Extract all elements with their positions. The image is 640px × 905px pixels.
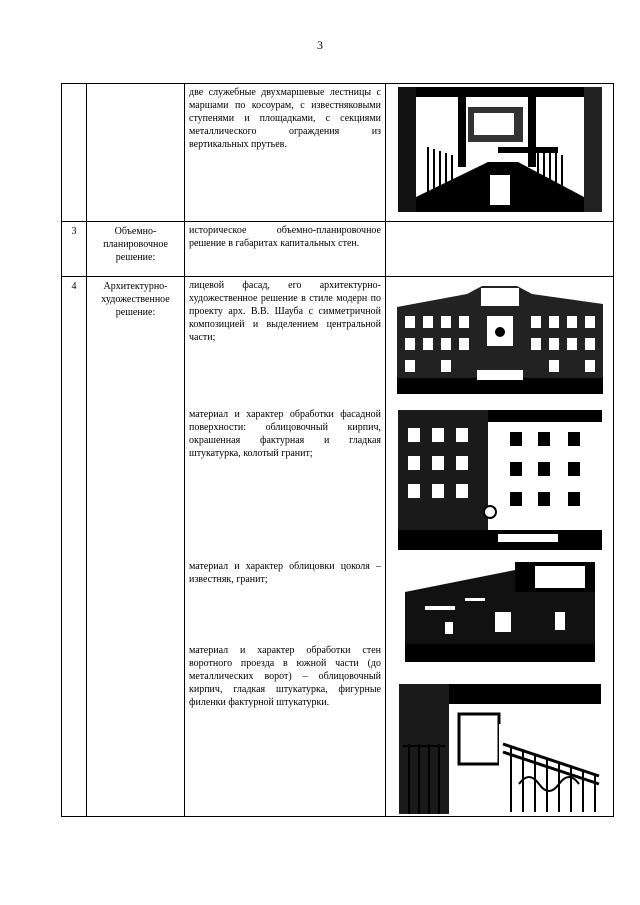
photo-cell: [386, 277, 614, 817]
table-row: [62, 277, 614, 817]
main-facade-text: лицевой фасад, его архитектурно-художественное решение в стиле модерн по проекту арх. В.В. Шауба с симметричной композицией и выделением центральной части;: [189, 280, 381, 343]
row-number: 4: [71, 281, 77, 292]
row-name: Архитектурно-художественное решение:: [101, 281, 170, 318]
row-number-cell: [62, 222, 87, 277]
staircase-text: две служебные двухмаршевые лестницы с маршами по косоурам, с известняковыми ступенями и площадками, с секциями металлического ограждения из вертикальных прутьев.: [189, 87, 381, 150]
row-number: 3: [71, 226, 77, 237]
description-cell: [185, 84, 386, 222]
staircase-photo: [398, 87, 602, 212]
plinth-text: материал и характер облицовки цоколя – известняк, гранит;: [189, 561, 381, 585]
gateway-photo: [399, 684, 601, 814]
row-name-cell: [87, 84, 185, 222]
table-row: [62, 84, 614, 222]
main-facade-photo: [397, 282, 603, 394]
photo-cell: [386, 222, 614, 277]
row-number-cell: [62, 277, 87, 817]
row-name-cell: [87, 222, 185, 277]
gateway-text: материал и характер обработки стен воротного проезда в южной части (до металлических ворот) – облицовочный кирпич, гладкая штукатурка, фигурные филенки фактурной штукатурки.: [189, 645, 381, 708]
row-number-cell: [62, 84, 87, 222]
heritage-table: [61, 83, 614, 817]
description-cell: [185, 277, 386, 817]
volume-planning-text: историческое объемно-планировочное решение в габаритах капитальных стен.: [189, 225, 381, 249]
page-number: 3: [317, 38, 323, 52]
row-name-cell: [87, 277, 185, 817]
table-row: [62, 222, 614, 277]
plinth-photo: [405, 562, 595, 662]
facade-surface-text: материал и характер обработки фасадной поверхности: облицовочный кирпич, окрашенная фактурная и гладкая штукатурка, колотый гранит;: [189, 409, 381, 459]
photo-cell: [386, 84, 614, 222]
row-name: Объемно-планировочное решение:: [103, 226, 168, 263]
description-cell: [185, 222, 386, 277]
facade-detail-photo: [398, 410, 602, 550]
